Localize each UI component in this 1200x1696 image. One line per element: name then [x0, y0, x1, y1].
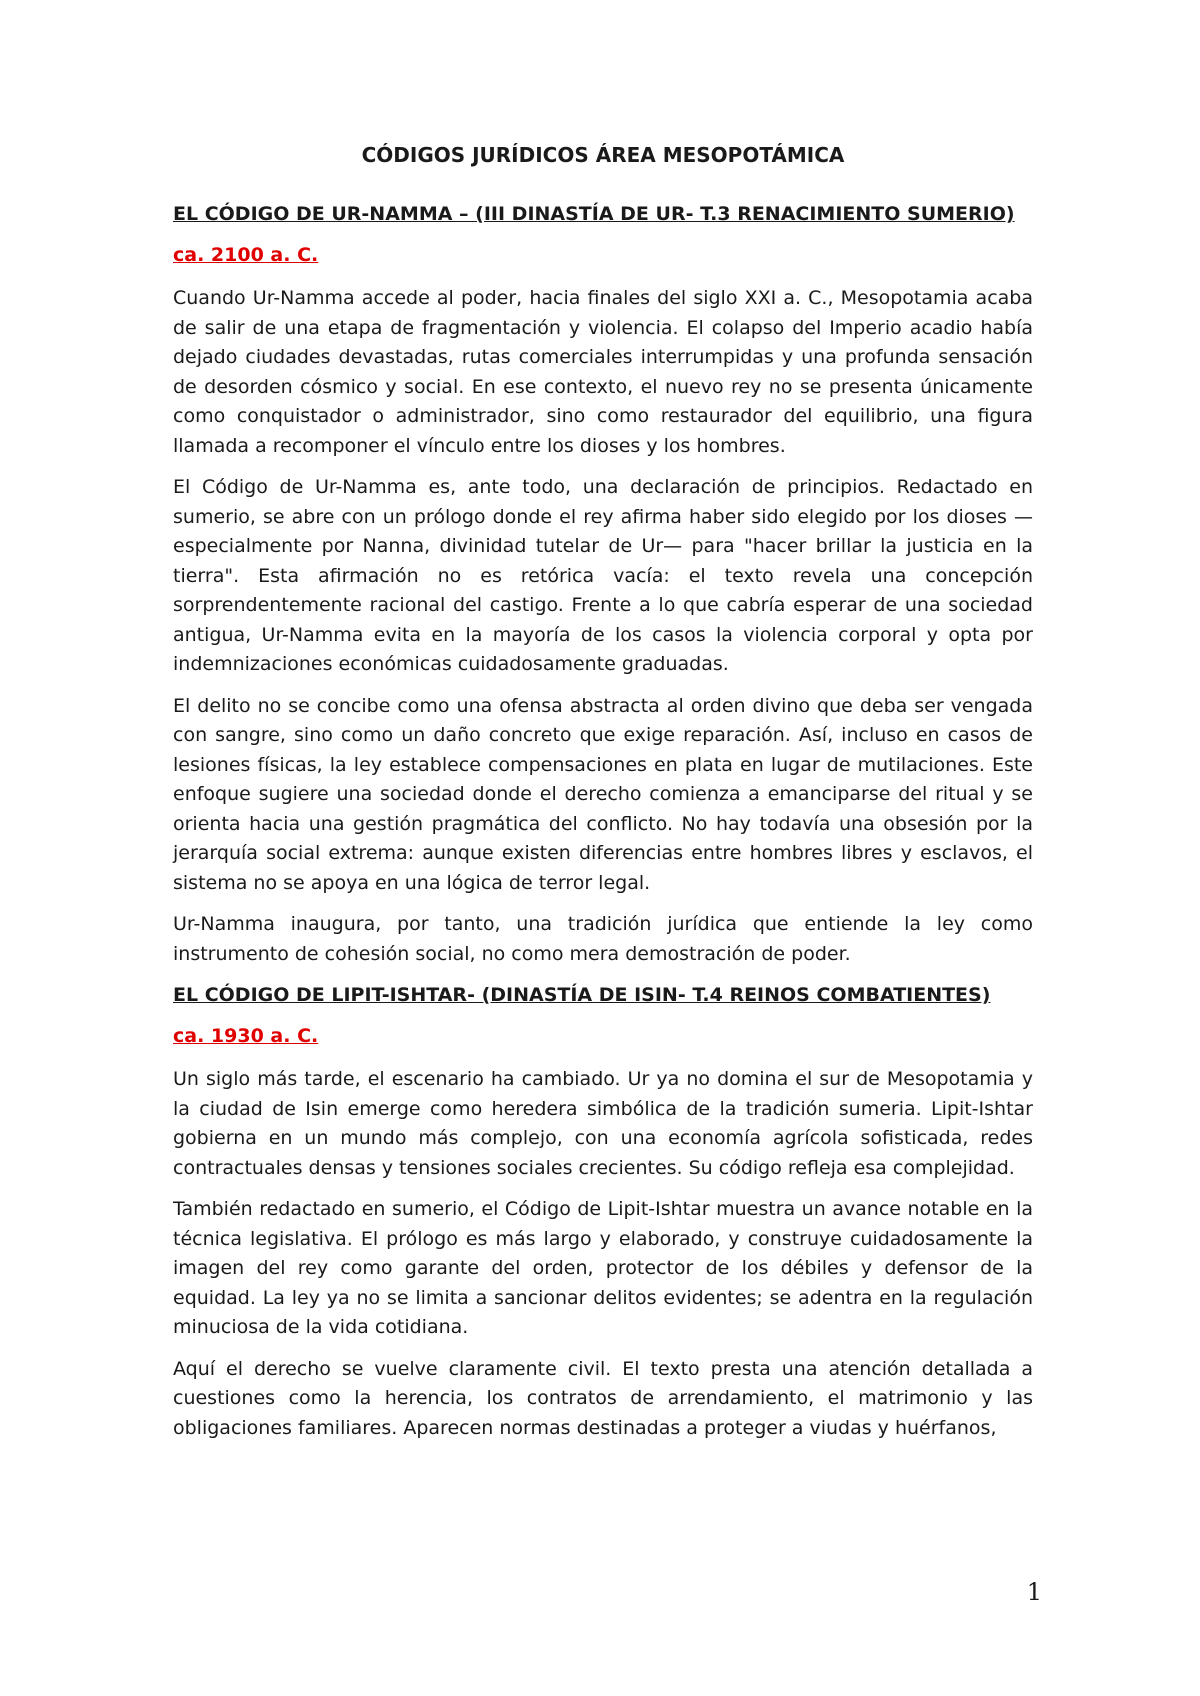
section-heading: EL CÓDIGO DE LIPIT-ISHTAR- (DINASTÍA DE ISIN- T.4 REINOS COMBATIENTES): [173, 984, 991, 1006]
paragraph: El delito no se concibe como una ofensa abstracta al orden divino que deba ser vengada con sangre, sino como un daño concreto que exige reparación. Así, incluso en casos de lesiones físicas, la ley establece compensaciones en plata en lugar de mutilaciones. Este enfoque sugiere una sociedad donde el derecho comienza a emanciparse del ritual y se orienta hacia una gestión pragmática del conflicto. No hay todavía una obsesión por la jerarquía social extrema: aunque existen diferencias entre hombres libres y esclavos, el sistema no se apoya en una lógica de terror legal.: [173, 694, 1033, 894]
section-lipit-ishtar: [173, 981, 1033, 1443]
section-heading: EL CÓDIGO DE UR-NAMMA – (III DINASTÍA DE UR- T.3 RENACIMIENTO SUMERIO): [173, 203, 1015, 225]
page-number: 1: [1026, 1578, 1042, 1606]
paragraph: Aquí el derecho se vuelve claramente civil. El texto presta una atención detallada a cuestiones como la herencia, los contratos de arrendamiento, el matrimonio y las obligaciones familiares. Aparecen normas destinadas a proteger a viudas y huérfanos,: [173, 1357, 1033, 1439]
section-date: ca. 1930 a. C.: [173, 1024, 319, 1047]
section-date: ca. 2100 a. C.: [173, 243, 319, 266]
paragraph: También redactado en sumerio, el Código de Lipit-Ishtar muestra un avance notable en la técnica legislativa. El prólogo es más largo y elaborado, y construye cuidadosamente la imagen del rey como garante del orden, protector de los débiles y defensor de la equidad. La ley ya no se limita a sancionar delitos evidentes; se adentra en la regulación minuciosa de la vida cotidiana.: [173, 1198, 1033, 1338]
paragraph: Cuando Ur-Namma accede al poder, hacia finales del siglo XXI a. C., Mesopotamia acaba de salir de una etapa de fragmentación y violencia. El colapso del Imperio acadio había dejado ciudades devastadas, rutas comerciales interrumpidas y una profunda sensación de desorden cósmico y social. En ese contexto, el nuevo rey no se presenta únicamente como conquistador o administrador, sino como restaurador del equilibrio, una figura llamada a recomponer el vínculo entre los dioses y los hombres.: [173, 287, 1033, 457]
paragraph: Un siglo más tarde, el escenario ha cambiado. Ur ya no domina el sur de Mesopotamia y la ciudad de Isin emerge como heredera simbólica de la tradición sumeria. Lipit-Ishtar gobierna en un mundo más complejo, con una economía agrícola sofisticada, redes contractuales densas y tensiones sociales crecientes. Su código refleja esa complejidad.: [173, 1068, 1033, 1179]
document-title: CÓDIGOS JURÍDICOS ÁREA MESOPOTÁMICA: [361, 143, 845, 167]
document-body: [173, 140, 1033, 1455]
section-ur-namma: [173, 200, 1033, 969]
paragraph: Ur-Namma inaugura, por tanto, una tradición jurídica que entiende la ley como instrumento de cohesión social, no como mera demostración de poder.: [173, 913, 1033, 965]
paragraph: El Código de Ur-Namma es, ante todo, una declaración de principios. Redactado en sumerio, se abre con un prólogo donde el rey afirma haber sido elegido por los dioses —especialmente por Nanna, divinidad tutelar de Ur— para "hacer brillar la justicia en la tierra". Esta afirmación no es retórica vacía: el texto revela una concepción sorprendentemente racional del castigo. Frente a lo que cabría esperar de una sociedad antigua, Ur-Namma evita en la mayoría de los casos la violencia corporal y opta por indemnizaciones económicas cuidadosamente graduadas.: [173, 476, 1033, 675]
